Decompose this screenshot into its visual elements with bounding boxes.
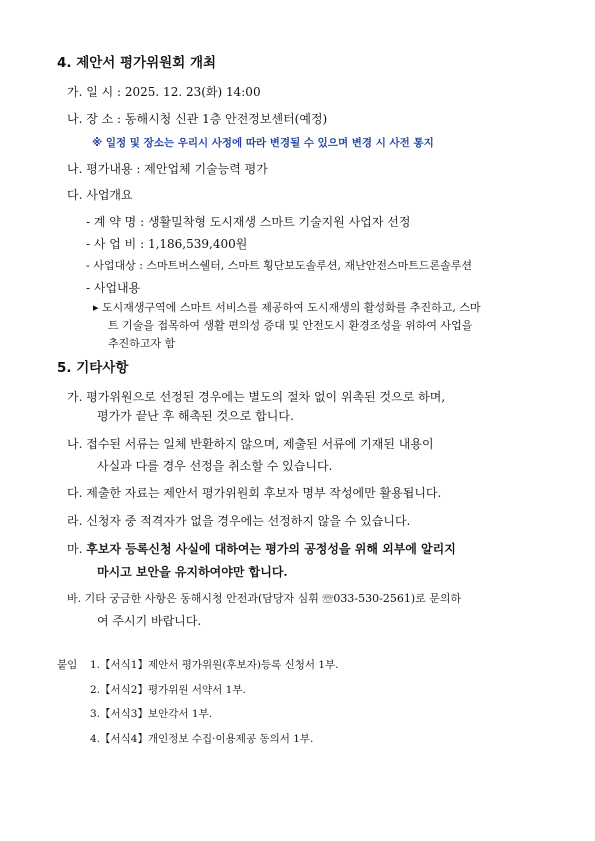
attachments-label: 붙임	[57, 659, 78, 671]
project-contents-line2: 트 기술을 접목하여 생활 편의성 증대 및 안전도시 환경조성을 위하여 사업을	[108, 319, 473, 332]
attachment-item-2: 2.【서식2】평가위원 서약서 1부.	[90, 684, 246, 696]
note-ga-line1: 가. 평가위원으로 선정된 경우에는 별도의 절차 없이 위촉된 것으로 하며,	[67, 390, 446, 404]
note-da: 다. 제출한 자료는 제안서 평가위원회 후보자 명부 작성에만 활용됩니다.	[67, 486, 442, 500]
note-ra: 라. 신청자 중 적격자가 없을 경우에는 선정하지 않을 수 있습니다.	[67, 514, 411, 528]
note-ma-line1	[67, 541, 456, 557]
section4-heading: 4. 제안서 평가위원회 개최	[57, 55, 217, 71]
project-contents-line3: 추진하고자 함	[108, 337, 176, 350]
note-na-line2: 사실과 다를 경우 선정을 취소할 수 있습니다.	[97, 459, 333, 473]
project-contents-line1: ▸ 도시재생구역에 스마트 서비스를 제공하여 도시재생의 활성화를 추진하고, 스마	[93, 301, 481, 314]
meeting-place: 나. 장 소 : 동해시청 신관 1층 안전정보센터(예정)	[67, 112, 328, 126]
attachment-item-1: 1.【서식1】제안서 평가위원(후보자)등록 신청서 1부.	[90, 659, 339, 671]
note-na-line1: 나. 접수된 서류는 일체 반환하지 않으며, 제출된 서류에 기재된 내용이	[67, 437, 434, 451]
note-ma-emphasis: 후보자 등록신청 사실에 대하여는 평가의 공정성을 위해 외부에 알리지	[86, 542, 456, 556]
project-targets: - 사업대상 : 스마트버스쉘터, 스마트 횡단보도솔루션, 재난안전스마트드론솔루션	[86, 259, 473, 272]
attachment-item-3: 3.【서식3】보안각서 1부.	[90, 708, 213, 720]
project-overview-title: 다. 사업개요	[67, 188, 133, 202]
project-contents-title: - 사업내용	[86, 281, 141, 295]
meeting-date: 가. 일 시 : 2025. 12. 23(화) 14:00	[67, 85, 261, 99]
attachment-item-4: 4.【서식4】개인정보 수집·이용제공 동의서 1부.	[90, 733, 314, 745]
note-ba-line1: 바. 기타 궁금한 사항은 동해시청 안전과(담당자 심휘 ☏033-530-2561)로 문의하	[67, 592, 462, 605]
note-ma-line2: 마시고 보안을 유지하여야만 합니다.	[97, 565, 288, 579]
note-ba-line2: 여 주시기 바랍니다.	[97, 614, 202, 628]
note-ga-line2: 평가가 끝난 후 해촉된 것으로 합니다.	[97, 409, 294, 423]
note-ma-prefix: 마.	[67, 542, 87, 556]
evaluation-content: 나. 평가내용 : 제안업체 기술능력 평가	[67, 162, 268, 176]
section5-heading: 5. 기타사항	[57, 360, 129, 376]
schedule-change-note: ※ 일정 및 장소는 우리시 사정에 따라 변경될 수 있으며 변경 시 사전 통지	[92, 137, 434, 149]
project-budget: - 사 업 비 : 1,186,539,400원	[86, 237, 248, 251]
contract-name: - 계 약 명 : 생활밀착형 도시재생 스마트 기술지원 사업자 선정	[86, 215, 411, 229]
